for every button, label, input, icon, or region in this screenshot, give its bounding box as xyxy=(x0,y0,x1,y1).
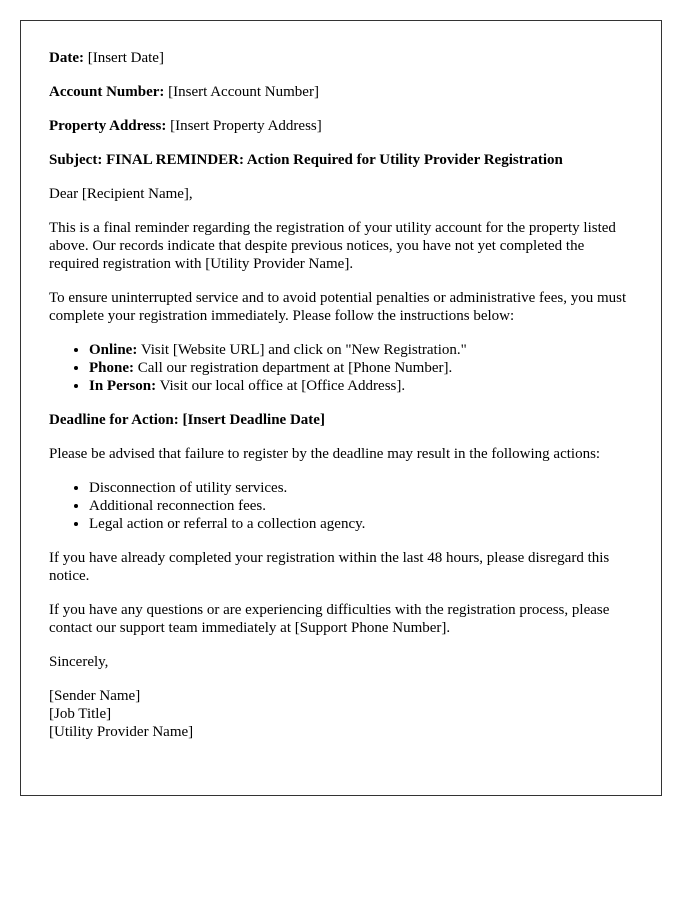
job-title: [Job Title] xyxy=(49,706,112,722)
list-item: • Online: Visit [Website URL] and click on "New Registration." xyxy=(89,341,633,359)
paragraph-2: To ensure uninterrupted service and to avoid potential penalties or administrative fees, you must complete your registration immediately. Please follow the instructions below: xyxy=(49,290,627,324)
signoff: Sincerely, xyxy=(49,654,109,670)
paragraph-4: If you have already completed your registration within the last 48 hours, please disregard this notice. xyxy=(49,550,610,584)
paragraph-1: This is a final reminder regarding the registration of your utility account for the property listed above. Our records indicate that despite previous notices, you have not yet completed the required registration with [Utility Provider Name]. xyxy=(49,220,616,272)
salutation: Dear [Recipient Name], xyxy=(49,186,193,202)
account-line: Account Number: [Insert Account Number] xyxy=(49,84,319,100)
address-line: Property Address: [Insert Property Address] xyxy=(49,118,322,134)
date-line: Date: [Insert Date] xyxy=(49,50,164,66)
subject-line: Subject: FINAL REMINDER: Action Required for Utility Provider Registration xyxy=(49,152,563,168)
letter xyxy=(20,20,662,796)
consequences-list xyxy=(49,479,633,533)
list-item: • Legal action or referral to a collection agency. xyxy=(89,515,633,533)
signature-block xyxy=(49,687,633,741)
instructions-list xyxy=(49,341,633,395)
list-item: • Disconnection of utility services. xyxy=(89,479,633,497)
paragraph-3: Please be advised that failure to register by the deadline may result in the following actions: xyxy=(49,446,601,462)
sender-name: [Sender Name] xyxy=(49,688,141,704)
deadline-line: Deadline for Action: [Insert Deadline Date] xyxy=(49,412,325,428)
list-item: • Additional reconnection fees. xyxy=(89,497,633,515)
provider-name: [Utility Provider Name] xyxy=(49,724,194,740)
paragraph-5: If you have any questions or are experiencing difficulties with the registration process, please contact our support team immediately at [Support Phone Number]. xyxy=(49,602,610,636)
list-item: • Phone: Call our registration department at [Phone Number]. xyxy=(89,359,633,377)
list-item: • In Person: Visit our local office at [Office Address]. xyxy=(89,377,633,395)
